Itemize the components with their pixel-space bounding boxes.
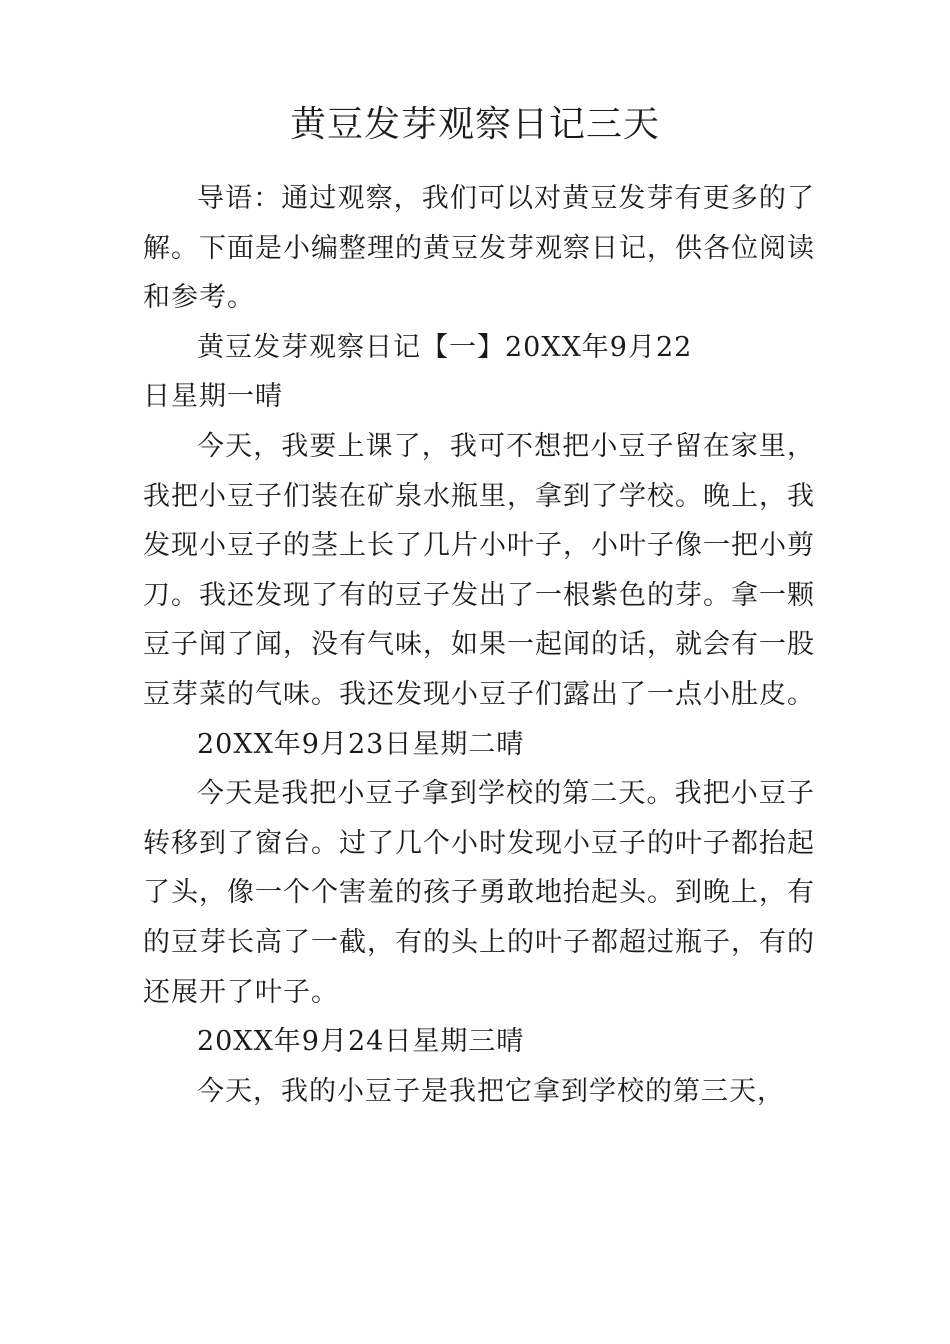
document-body bbox=[143, 174, 815, 1116]
diary-entry-paragraph: 今天是我把小豆子拿到学校的第二天。我把小豆子转移到了窗台。过了几个小时发现小豆子的叶子都抬起了头，像一个个害羞的孩子勇敢地抬起头。到晚上，有的豆芽长高了一截，有的头上的叶子都超过瓶子，有的还展开了叶子。 bbox=[143, 778, 815, 1008]
diary-date-line: 20XX年9月23日星期二晴 bbox=[197, 728, 525, 760]
diary-date-line: 20XX年9月24日星期三晴 bbox=[197, 1026, 525, 1058]
diary-entry-paragraph: 今天，我要上课了，我可不想把小豆子留在家里，我把小豆子们装在矿泉水瓶里，拿到了学校。晚上，我发现小豆子的茎上长了几片小叶子，小叶子像一把小剪刀。我还发现了有的豆子发出了一根紫色的芽。拿一颗豆子闻了闻，没有气味，如果一起闻的话，就会有一股豆芽菜的气味。我还发现小豆子们露出了一点小肚皮。 bbox=[143, 430, 815, 710]
diary-entry-paragraph: 今天，我的小豆子是我把它拿到学校的第三天， bbox=[197, 1075, 785, 1107]
diary-heading-line: 黄豆发芽观察日记【一】20XX年9月22 bbox=[197, 331, 693, 363]
intro-paragraph: 导语：通过观察，我们可以对黄豆发芽有更多的了解。下面是小编整理的黄豆发芽观察日记，供各位阅读和参考。 bbox=[143, 183, 815, 314]
page-title: 黄豆发芽观察日记三天 bbox=[289, 104, 660, 145]
diary-heading-continuation: 日星期一晴 bbox=[143, 381, 283, 413]
